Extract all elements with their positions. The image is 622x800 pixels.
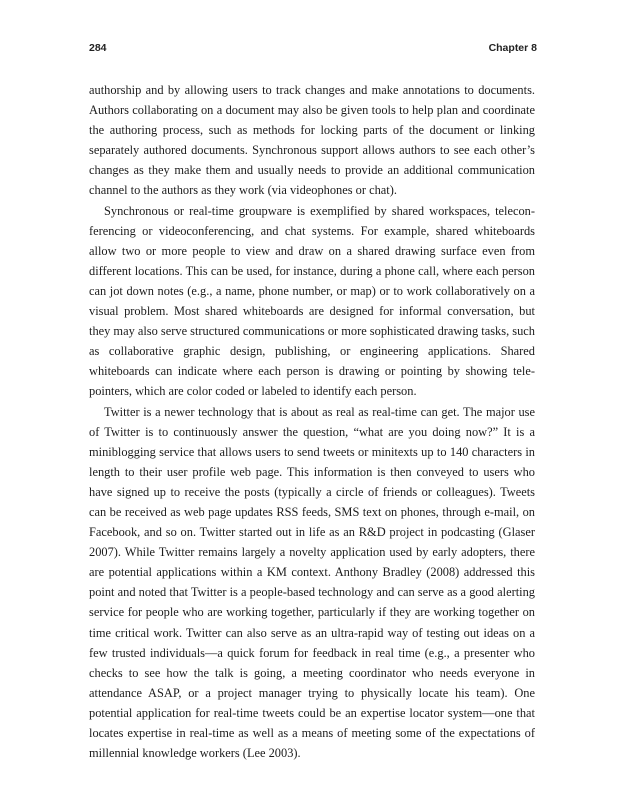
paragraph-twitter: Twitter is a newer technology that is about as real as real-time can get. The major use of Twitter is to continuously answer the question, “what are you doing now?” It is a miniblogging service that allows users to send tweets or minitexts up to 140 characters in length to their user profile web page. This information is then conveyed to users who have signed up to receive the posts (typically a circle of friends or colleagues). Tweets can be received as web page updates RSS feeds, SMS text on phones, through e-mail, on Facebook, and so on. Twitter started out in life as an R&D project in podcasting (Glaser 2007). While Twitter remains largely a novelty application used by early adopters, there are potential applications within a KM context. Anthony Bradley (2008) addressed this point and noted that Twitter is a people-based technology and can serve as a good alerting service for people who are working together, particularly if they are working together on time critical work. Twitter can also serve as an ultra-rapid way of testing out ideas on a few trusted individuals—a quick forum for feedback in real time (e.g., a presenter who checks to see how the talk is going, a meeting coordinator who needs everyone in attendance ASAP, or a project manager trying to physically locate his team). One potential application for real-time tweets could be an expertise locator system—one that locates expertise in real-time as well as a means of meeting some of the expectations of millennial knowledge workers (Lee 2003). [89,404,535,761]
running-header [89,42,537,56]
page-number: 284 [89,42,107,54]
paragraph-groupware-authoring: authorship and by allowing users to track changes and make annotations to documents. Authors collaborating on a document may also be given tools to help plan and coordinate the authoring process, such as methods for locking parts of the document or linking separately authored documents. Synchronous support allows authors to see each other’s changes as they make them and usually needs to provide an additional communication channel to the authors as they work (via videophones or chat). [89,83,535,198]
body-text [89,80,535,763]
chapter-label: Chapter 8 [488,42,537,54]
paragraph-synchronous-groupware: Synchronous or real-time groupware is exemplified by shared workspaces, teleconferencing or videoconferencing, and chat systems. For example, shared whiteboards allow two or more people to view and draw on a shared drawing surface even from different locations. This can be used, for instance, during a phone call, where each person can jot down notes (e.g., a name, phone number, or map) or to work collaboratively on a visual problem. Most shared whiteboards are designed for informal conversation, but they may also serve structured communications or more sophisticated drawing tasks, such as collaborative graphic design, publishing, or engineering applications. Shared whiteboards can indicate where each person is drawing or pointing by showing tele-pointers, which are color coded or labeled to identify each person. [89,203,535,399]
